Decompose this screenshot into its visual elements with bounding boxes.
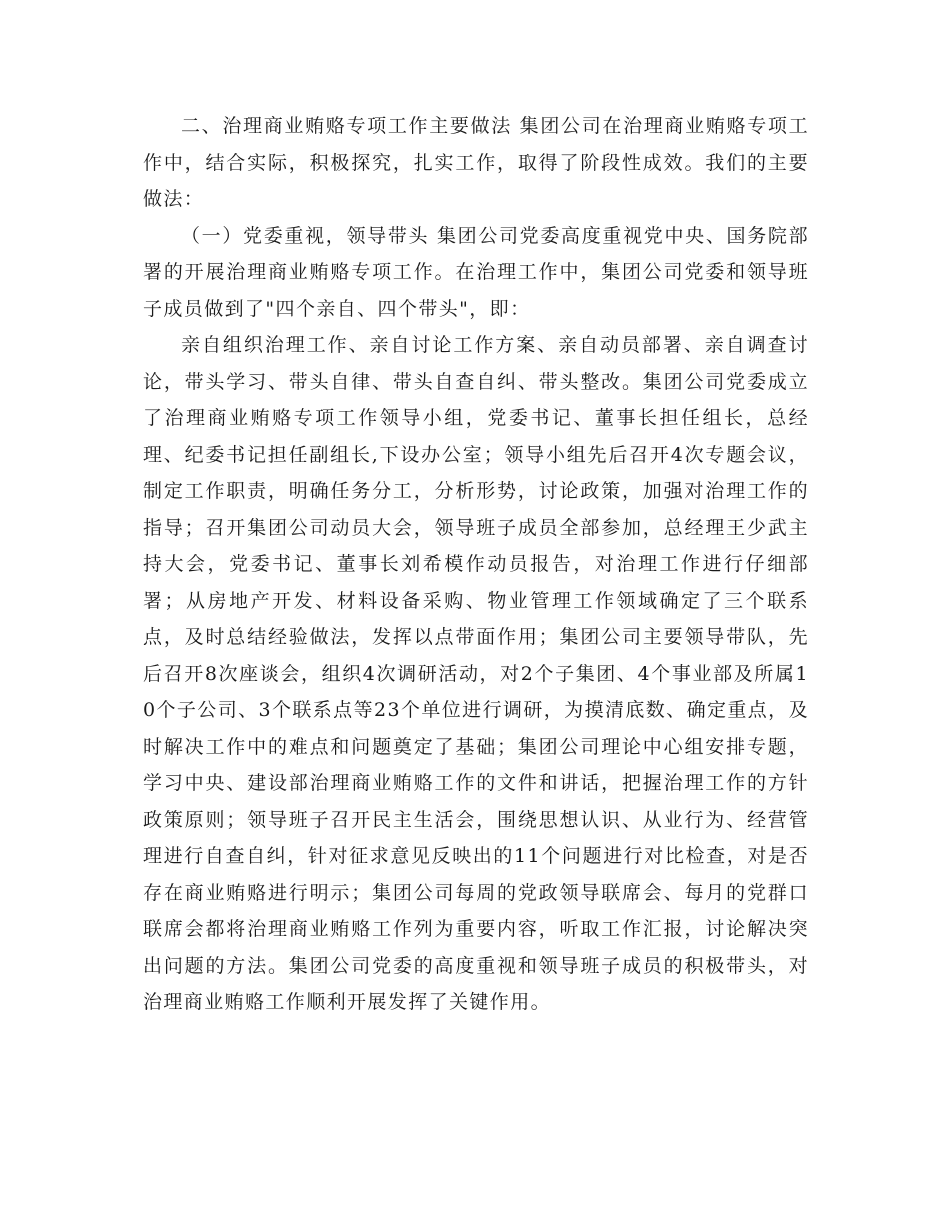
paragraph-party-committee: （一）党委重视，领导带头 集团公司党委高度重视党中央、国务院部署的开展治理商业贿赂专项工作。在治理工作中，集团公司党委和领导班子成员做到了"四个亲自、四个带头"，即： — [143, 224, 809, 320]
document-body — [143, 108, 809, 1021]
paragraph-details: 亲自组织治理工作、亲自讨论工作方案、亲自动员部署、亲自调查讨论，带头学习、带头自律、带头自查自纠、带头整改。集团公司党委成立了治理商业贿赂专项工作领导小组，党委书记、董事长担任组长，总经理、纪委书记担任副组长,下设办公室；领导小组先后召开4次专题会议，制定工作职责，明确任务分工，分析形势，讨论政策，加强对治理工作的指导；召开集团公司动员大会，领导班子成员全部参加，总经理王少武主持大会，党委书记、董事长刘希模作动员报告，对治理工作进行仔细部署；从房地产开发、材料设备采购、物业管理工作领域确定了三个联系点，及时总结经验做法，发挥以点带面作用；集团公司主要领导带队，先后召开8次座谈会，组织4次调研活动，对2个子集团、4个事业部及所属10个子公司、3个联系点等23个单位进行调研，为摸清底数、确定重点，及时解决工作中的难点和问题奠定了基础；集团公司理论中心组安排专题，学习中央、建设部治理商业贿赂工作的文件和讲话，把握治理工作的方针政策原则；领导班子召开民主生活会，围绕思想认识、从业行为、经营管理进行自查自纠，针对征求意见反映出的11个问题进行对比检查，对是否存在商业贿赂进行明示；集团公司每周的党政领导联席会、每月的党群口联席会都将治理商业贿赂工作列为重要内容，听取工作汇报，讨论解决突出问题的方法。集团公司党委的高度重视和领导班子成员的积极带头，对治理商业贿赂工作顺利开展发挥了关键作用。 — [143, 334, 809, 1013]
paragraph-section-heading-intro: 二、治理商业贿赂专项工作主要做法 集团公司在治理商业贿赂专项工作中，结合实际，积极探究，扎实工作，取得了阶段性成效。我们的主要做法： — [143, 115, 809, 210]
